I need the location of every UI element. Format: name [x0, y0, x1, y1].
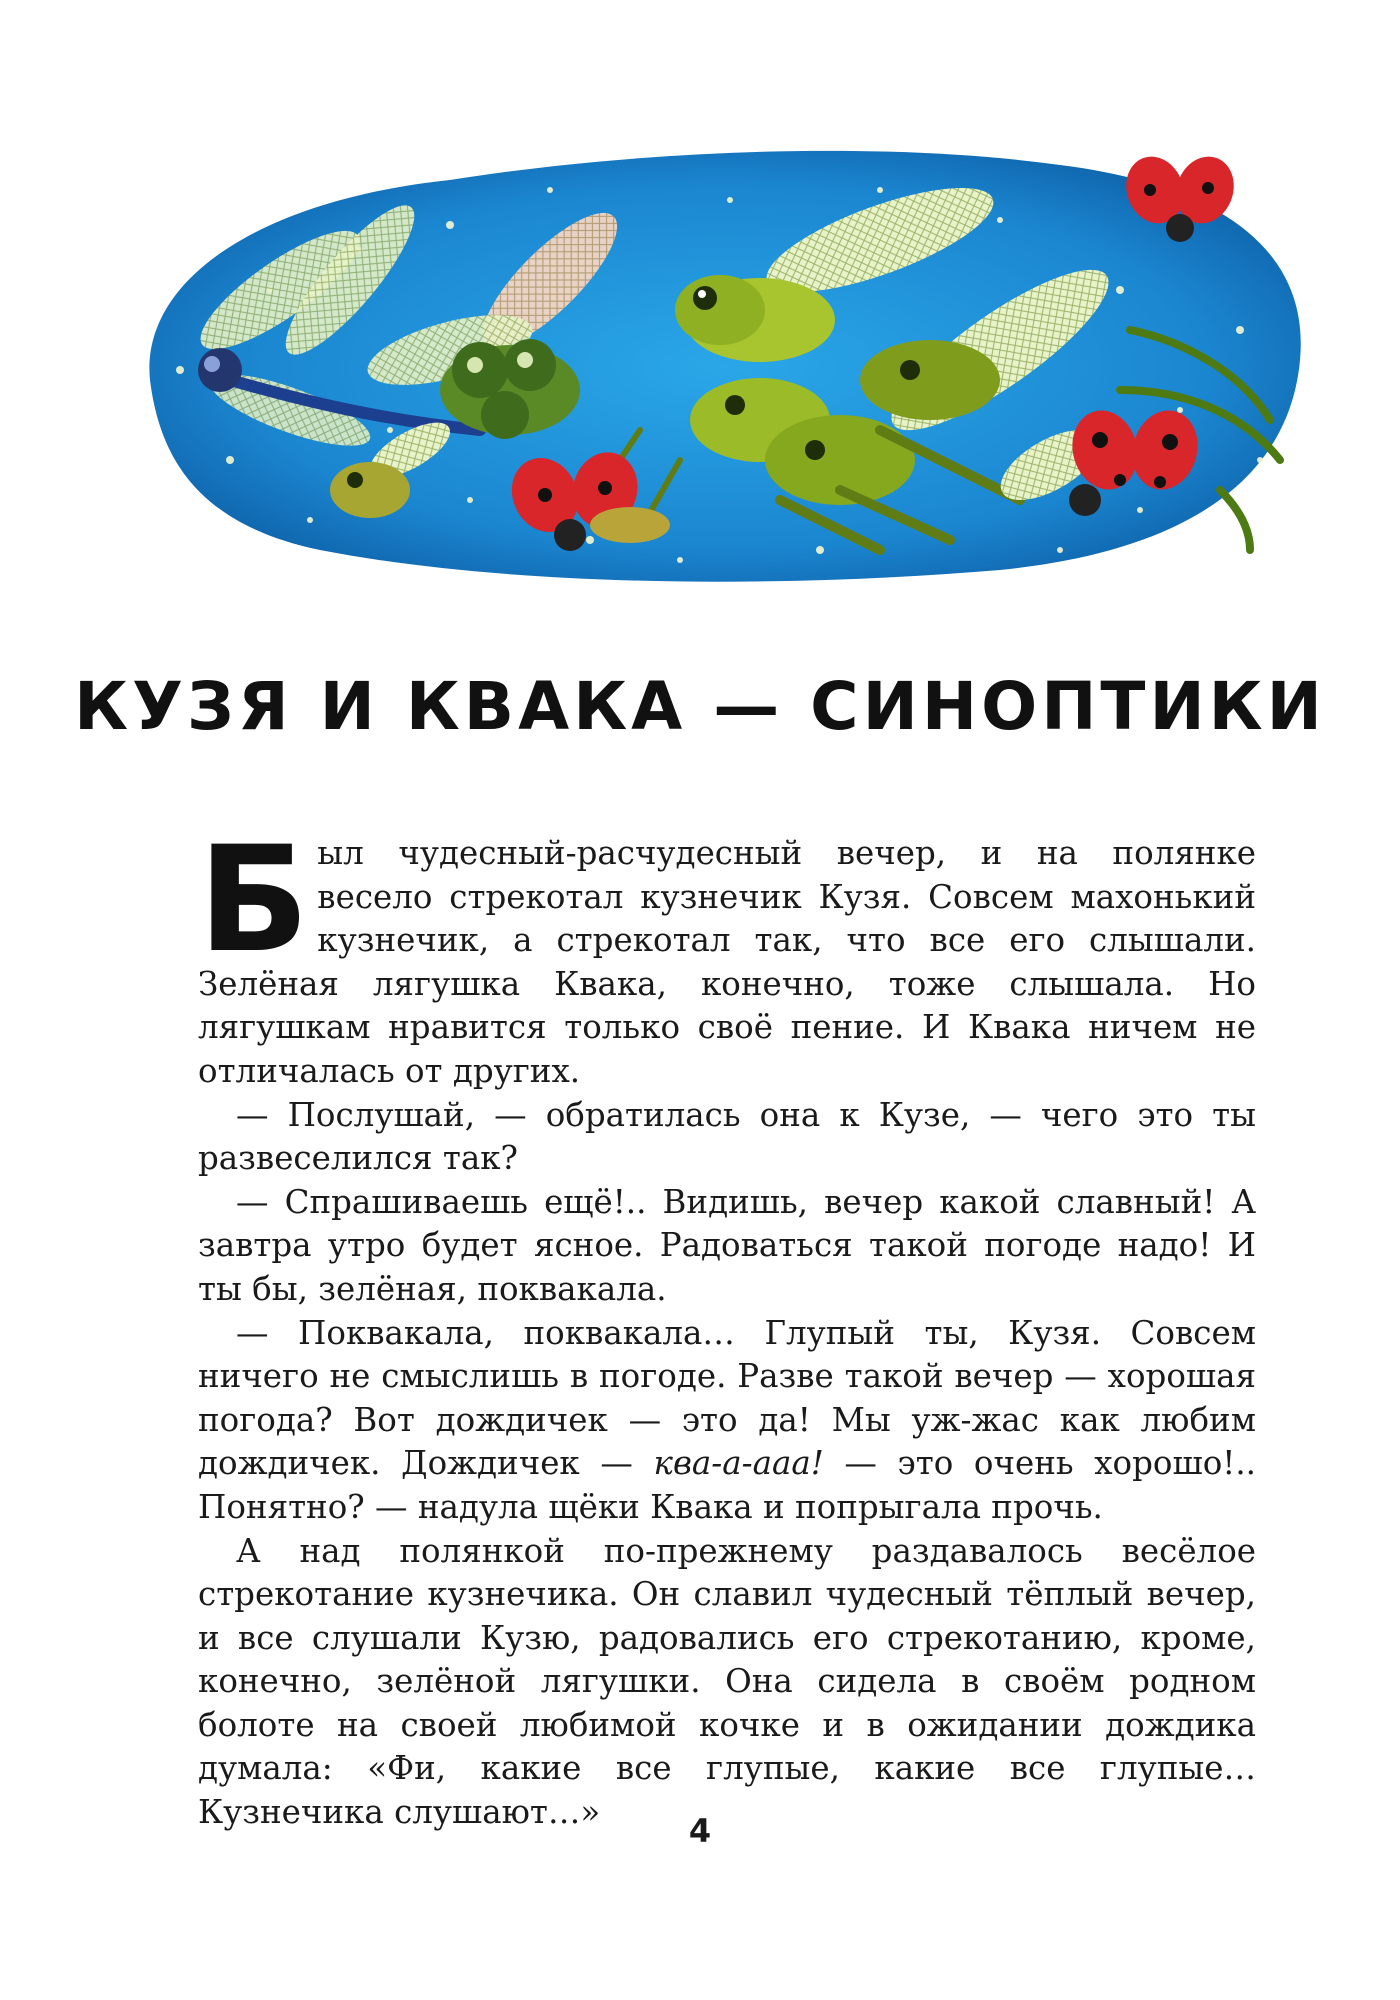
paragraph-1: Был чудесный-расчудесный вечер, и на полянке весело стрекотал кузнечик Кузя. Совсем махонький кузнечик, а стрекотал так, что все его слышали. Зелёная лягушка Квака, конечно, тоже слышала. Но лягушкам нравится только своё пение. И Квака ничем не отличалась от других.	[198, 815, 1256, 1090]
italic-croak: ква-а-ааа!	[653, 1444, 824, 1483]
blue-sky-background	[149, 151, 1300, 582]
insects-illustration	[120, 130, 1320, 590]
paragraph-4: — Поквакала, поквакала… Глупый ты, Кузя. Совсем ничего не смыслишь в погоде. Разве такой вечер — хорошая погода? Вот дождичек — это да! Мы уж-жас как любим дождичек. Дождичек — ква-а-ааа! — это очень хорошо!.. Понятно? — надула щёки Квака и попрыгала прочь.	[198, 1313, 1256, 1526]
drop-cap: Б	[198, 815, 310, 985]
paragraph-5: А над полянкой по-прежнему раздавалось весёлое стрекотание кузнечика. Он славил чудесный тёплый вечер, и все слушали Кузю, радовались его стрекотанию, кроме, конечно, зелёной лягушки. Она сидела в своём родном болоте на своей любимой кочке и в ожидании дождика думала: «Фи, какие все глупые, какие все глупые… Кузнечика слушают…»	[198, 1531, 1256, 1832]
page-title: КУЗЯ И КВАКА — СИНОПТИКИ	[74, 668, 1326, 745]
paragraph-3: — Спрашиваешь ещё!.. Видишь, вечер какой славный! А завтра утро будет ясное. Радоваться такой погоде надо! И ты бы, зелёная, поквакала.	[198, 1182, 1256, 1308]
paragraph-2: — Послушай, — обратилась она к Кузе, — чего это ты развеселился так?	[198, 1095, 1256, 1178]
page-number: 4	[688, 1812, 712, 1850]
story-text	[198, 815, 1256, 1835]
